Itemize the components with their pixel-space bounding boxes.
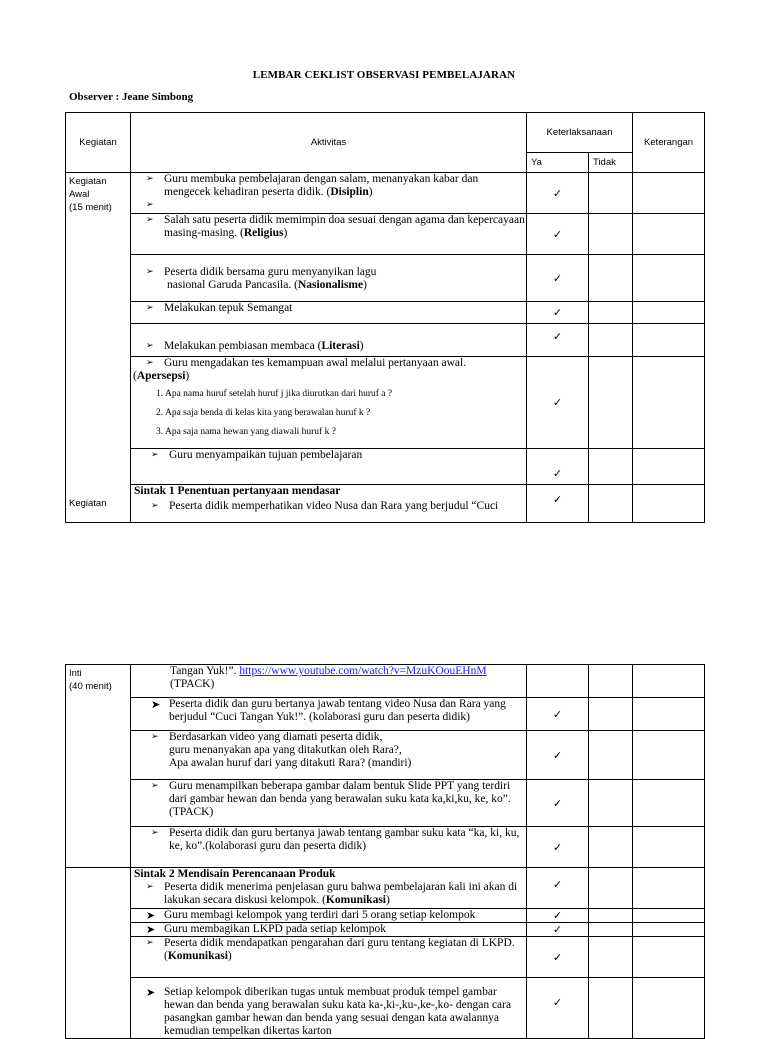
arrow-bullet-icon: ➢ (146, 358, 154, 368)
arrow-bullet-icon: ➢ (146, 267, 154, 277)
character-value: Nasionalisme (297, 279, 364, 291)
kegiatan-awal-duration: (15 menit) (69, 202, 112, 213)
activity-cell (131, 485, 527, 523)
list-item (131, 340, 526, 353)
arrow-bullet-icon: ➢ (151, 781, 159, 791)
list-item (131, 780, 526, 819)
activity-text: Peserta didik menerima penjelasan guru bahwa pembelajaran kali ini akan di lakukan secara diskusi kelompok. ( (164, 881, 518, 906)
header-kegiatan: Kegiatan (66, 113, 131, 173)
apersepsi-open: ( (133, 370, 137, 382)
keterangan-cell (633, 255, 705, 302)
list-item (131, 909, 526, 922)
keterangan-cell (633, 665, 705, 698)
arrow-bullet-icon: ➤ (146, 909, 156, 922)
tidak-cell (589, 731, 633, 780)
header-keterangan: Keterangan (633, 113, 705, 173)
header-ya: Ya (527, 153, 589, 173)
list-item (131, 827, 526, 853)
tidak-cell (589, 173, 633, 214)
activity-cell (131, 302, 527, 324)
ya-check-cell: ✓ (527, 978, 589, 1039)
character-value: Religius (243, 227, 284, 239)
activity-cell (131, 909, 527, 923)
ya-check-cell: ✓ (527, 214, 589, 255)
activity-text: Peserta didik dan guru bertanya jawab tentang video Nusa dan Rara yang berjudul “Cuci Tangan Yuk!”. (kolaborasi guru dan peserta didik) (169, 698, 506, 723)
character-value: Literasi (321, 340, 360, 352)
header-tidak: Tidak (589, 153, 633, 173)
list-item (131, 923, 526, 936)
keterangan-cell (633, 780, 705, 827)
activity-text: Tangan Yuk!”. (170, 665, 240, 677)
arrow-bullet-icon: ➢ (146, 303, 154, 313)
ya-check-cell: ✓ (527, 868, 589, 909)
header-keterlaksanaan: Keterlaksanaan (527, 113, 633, 153)
ya-check-cell: ✓ (527, 302, 589, 324)
list-item-empty (131, 199, 526, 212)
activity-cell (131, 449, 527, 485)
activity-text-end: ) (368, 186, 373, 198)
list-item (131, 214, 526, 240)
keterangan-cell (633, 324, 705, 357)
kegiatan-inti-label-start: Kegiatan (69, 498, 107, 509)
ya-check-cell: ✓ (527, 357, 589, 449)
tidak-cell (589, 698, 633, 731)
tidak-cell (589, 255, 633, 302)
list-item (131, 731, 526, 770)
activity-cell (131, 923, 527, 937)
arrow-bullet-icon: ➢ (146, 938, 154, 948)
list-item (131, 302, 526, 315)
ya-cell (527, 665, 589, 698)
ya-check-cell: ✓ (527, 255, 589, 302)
activity-text: Guru membagikan LKPD pada setiap kelompok (164, 923, 386, 935)
character-value: Komunikasi (325, 894, 386, 906)
list-item (131, 500, 526, 513)
keterangan-cell (633, 937, 705, 978)
tidak-cell (589, 827, 633, 868)
tidak-cell (589, 302, 633, 324)
tidak-cell (589, 357, 633, 449)
document-title: LEMBAR CEKLIST OBSERVASI PEMBELAJARAN (252, 69, 516, 81)
keterangan-cell (633, 485, 705, 523)
activity-cell (131, 780, 527, 827)
activity-text-end: ) (283, 227, 288, 239)
keterangan-cell (633, 923, 705, 937)
activity-text: Guru membagi kelompok yang terdiri dari 5 orang setiap kelompok (164, 909, 476, 921)
kegiatan-awal-label: Kegiatan (69, 176, 107, 187)
tidak-cell (589, 665, 633, 698)
activity-cell (131, 868, 527, 909)
sintak-1-heading: Sintak 1 Penentuan pertanyaan mendasar (134, 485, 341, 497)
list-item (131, 266, 526, 292)
youtube-video-link[interactable]: https://www.youtube.com/watch?v=MzuKOouEHnM (239, 665, 487, 677)
observation-table-2 (65, 664, 705, 1039)
observer-name: Observer : Jeane Simbong (69, 91, 194, 103)
list-item (131, 881, 526, 907)
activity-text-end: ) (359, 340, 364, 352)
question-item: 3. Apa saja nama hewan yang diawali huruf k ? (156, 427, 336, 437)
activity-text-end: ) (363, 279, 367, 291)
arrow-bullet-icon: ➤ (146, 923, 156, 936)
activity-cell (131, 827, 527, 868)
list-item (131, 173, 526, 199)
apersepsi-close: ) (185, 370, 190, 382)
ya-check-cell: ✓ (527, 780, 589, 827)
keterangan-cell (633, 731, 705, 780)
arrow-bullet-icon: ➢ (146, 882, 154, 892)
tidak-cell (589, 449, 633, 485)
ya-check-cell: ✓ (527, 698, 589, 731)
tidak-cell (589, 937, 633, 978)
activity-text: Guru membuka pembelajaran dengan salam, menanyakan kabar dan mengecek kehadiran peserta didik. ( (164, 173, 479, 198)
arrow-bullet-icon: ➢ (151, 828, 159, 838)
list-item (131, 449, 526, 462)
kegiatan-inti-cell (66, 665, 131, 868)
arrow-bullet-icon: ➢ (151, 732, 159, 742)
keterangan-cell (633, 868, 705, 909)
arrow-bullet-icon: ➢ (151, 450, 159, 460)
activity-text: Peserta didik bersama guru menyanyikan lagu (164, 266, 377, 278)
character-value: Apersepsi (136, 370, 186, 382)
kegiatan-empty-cell (66, 868, 131, 1039)
activity-text-line2: nasional Garuda Pancasila. ( (167, 279, 298, 291)
character-value: Disiplin (330, 186, 369, 198)
keterangan-cell (633, 214, 705, 255)
arrow-bullet-icon: ➢ (146, 200, 154, 210)
kegiatan-inti-duration: (40 menit) (69, 681, 112, 692)
arrow-bullet-icon: ➤ (146, 986, 156, 999)
activity-cell (131, 324, 527, 357)
character-value: Komunikasi (167, 950, 228, 962)
sintak-2-heading: Sintak 2 Mendisain Perencanaan Produk (134, 868, 336, 880)
ya-check-cell: ✓ (527, 173, 589, 214)
activity-text-line3: Apa awalan huruf dari yang ditakuti Rara? (mandiri) (169, 757, 412, 769)
activity-text: Salah satu peserta didik memimpin doa sesuai dengan agama dan kepercayaan masing-masing. ( (164, 214, 525, 239)
tidak-cell (589, 214, 633, 255)
keterangan-cell (633, 449, 705, 485)
activity-text: Guru menyampaikan tujuan pembelajaran (169, 449, 363, 461)
activity-text: Setiap kelompok diberikan tugas untuk membuat produk tempel gambar hewan dan benda yang berawalan suku kata ka-,ki-,ku-,ke-,ko- dengan cara pasangkan gambar hewan dan benda yang sesuai dengan kata awalannya kemudian tempelkan dikertas karton (164, 986, 512, 1037)
observation-table-1 (65, 112, 705, 523)
activity-text-tag: (TPACK) (170, 678, 215, 690)
list-item (131, 698, 526, 724)
keterangan-cell (633, 302, 705, 324)
activity-cell (131, 214, 527, 255)
list-item (131, 986, 526, 1038)
activity-cell (131, 937, 527, 978)
question-item: 2. Apa saja benda di kelas kita yang berawalan huruf k ? (156, 408, 371, 418)
list-item (131, 357, 526, 370)
arrow-bullet-icon: ➢ (146, 341, 154, 351)
tidak-cell (589, 978, 633, 1039)
activity-text: Melakukan pembiasan membaca ( (164, 340, 322, 352)
kegiatan-awal-label-2: Awal (69, 189, 90, 200)
activity-text: Peserta didik mendapatkan pengarahan dari guru tentang kegiatan di LKPD. ( (164, 937, 515, 962)
activity-text: Berdasarkan video yang diamati peserta didik, (169, 731, 383, 743)
keterangan-cell (633, 357, 705, 449)
activity-text: Guru menampilkan beberapa gambar dalam bentuk Slide PPT yang terdiri dari gambar hewan dan benda yang berawalan suku kata ka,ki,ku, ke, ko”.(TPACK) (169, 780, 511, 818)
ya-check-cell: ✓ (527, 937, 589, 978)
activity-cell (131, 665, 527, 698)
activity-cell (131, 978, 527, 1039)
ya-check-cell: ✓ (527, 909, 589, 923)
keterangan-cell (633, 173, 705, 214)
activity-cell (131, 357, 527, 449)
activity-text-end: ) (386, 894, 390, 906)
ya-check-cell: ✓ (527, 449, 589, 485)
activity-text: Guru mengadakan tes kemampuan awal melalui pertanyaan awal. (164, 357, 467, 369)
activity-text: Peserta didik dan guru bertanya jawab tentang gambar suku kata “ka, ki, ku, ke, ko”.(kolaborasi guru dan peserta didik) (169, 827, 520, 852)
question-item: 1. Apa nama huruf setelah huruf j jika diurutkan dari huruf a ? (156, 389, 393, 399)
activity-text-line2: guru menanyakan apa yang ditakutkan oleh Rara?, (169, 744, 402, 756)
ya-check-cell: ✓ (527, 485, 589, 523)
ya-check-cell: ✓ (527, 827, 589, 868)
activity-cell (131, 698, 527, 731)
tidak-cell (589, 909, 633, 923)
ya-check-cell: ✓ (527, 923, 589, 937)
header-aktivitas: Aktivitas (131, 113, 527, 173)
activity-text-end: ) (227, 950, 232, 962)
tidak-cell (589, 923, 633, 937)
tidak-cell (589, 868, 633, 909)
arrow-bullet-icon: ➢ (146, 215, 154, 225)
ya-check-cell: ✓ (527, 324, 589, 357)
activity-text: Peserta didik memperhatikan video Nusa dan Rara yang berjudul “Cuci (169, 500, 499, 512)
arrow-bullet-icon: ➢ (151, 501, 159, 511)
activity-cell (131, 255, 527, 302)
list-item (131, 937, 526, 963)
tidak-cell (589, 324, 633, 357)
keterangan-cell (633, 978, 705, 1039)
activity-cell (131, 731, 527, 780)
keterangan-cell (633, 827, 705, 868)
activity-text: Melakukan tepuk Semangat (164, 302, 293, 314)
kegiatan-inti-label: Inti (69, 668, 82, 679)
kegiatan-awal-cell (66, 173, 131, 523)
tidak-cell (589, 485, 633, 523)
keterangan-cell (633, 909, 705, 923)
arrow-bullet-icon: ➢ (146, 174, 154, 184)
activity-cell (131, 173, 527, 214)
ya-check-cell: ✓ (527, 731, 589, 780)
tidak-cell (589, 780, 633, 827)
keterangan-cell (633, 698, 705, 731)
arrow-bullet-icon: ➤ (151, 698, 161, 711)
